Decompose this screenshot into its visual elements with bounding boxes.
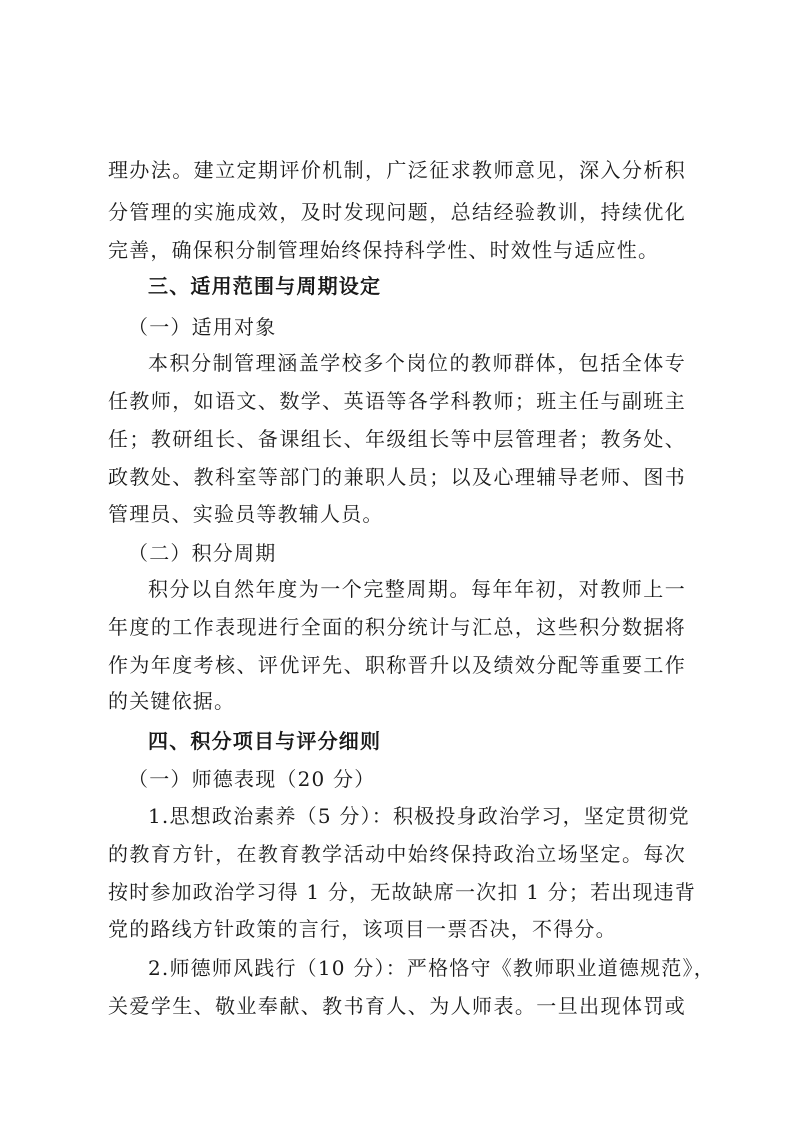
body-text-line: 管理员、实验员等教辅人员。 xyxy=(108,502,384,526)
body-text-line: 本积分制管理涵盖学校多个岗位的教师群体，包括全体专 xyxy=(148,351,686,375)
body-text-line: 年度的工作表现进行全面的积分统计与汇总，这些积分数据将 xyxy=(108,615,686,639)
body-text-line: 党的路线方针政策的言行，该项目一票否决，不得分。 xyxy=(108,917,617,941)
body-text-line: 的教育方针，在教育教学活动中始终保持政治立场坚定。每次 xyxy=(108,842,686,866)
subsection-heading: （一）师德表现（20 分） xyxy=(128,767,376,791)
body-text-line: 的关键依据。 xyxy=(108,689,236,713)
body-text-line: 任教师，如语文、数学、英语等各学科教师；班主任与副班主 xyxy=(108,389,686,413)
body-text-line: 积分以自然年度为一个完整周期。每年年初，对教师上一 xyxy=(148,577,686,601)
body-text-line: 1.思想政治素养（5 分）：积极投身政治学习，坚定贯彻党 xyxy=(148,804,690,828)
body-text-line: 2.师德师风践行（10 分）：严格恪守《教师职业道德规范》， xyxy=(148,956,715,980)
section-heading: 四、积分项目与评分细则 xyxy=(148,729,382,753)
subsection-heading: （二）积分周期 xyxy=(128,541,277,565)
body-text-line: 关爱学生、敬业奉献、教书育人、为人师表。一旦出现体罚或 xyxy=(108,994,686,1018)
body-text-line: 按时参加政治学习得 1 分，无故缺席一次扣 1 分；若出现违背 xyxy=(108,880,697,904)
body-text-line: 完善，确保积分制管理始终保持科学性、时效性与适应性。 xyxy=(108,238,660,262)
body-text-line: 政教处、教科室等部门的兼职人员；以及心理辅导老师、图书 xyxy=(108,465,686,489)
body-text-line: 分管理的实施成效，及时发现问题，总结经验教训，持续优化 xyxy=(108,200,686,224)
body-text-line: 作为年度考核、评优评先、职称晋升以及绩效分配等重要工作 xyxy=(108,653,686,677)
body-text-line: 任；教研组长、备课组长、年级组长等中层管理者；教务处、 xyxy=(108,427,686,451)
section-heading: 三、适用范围与周期设定 xyxy=(148,274,382,298)
subsection-heading: （一）适用对象 xyxy=(128,315,277,339)
body-text-line: 理办法。建立定期评价机制，广泛征求教师意见，深入分析积 xyxy=(108,158,686,182)
